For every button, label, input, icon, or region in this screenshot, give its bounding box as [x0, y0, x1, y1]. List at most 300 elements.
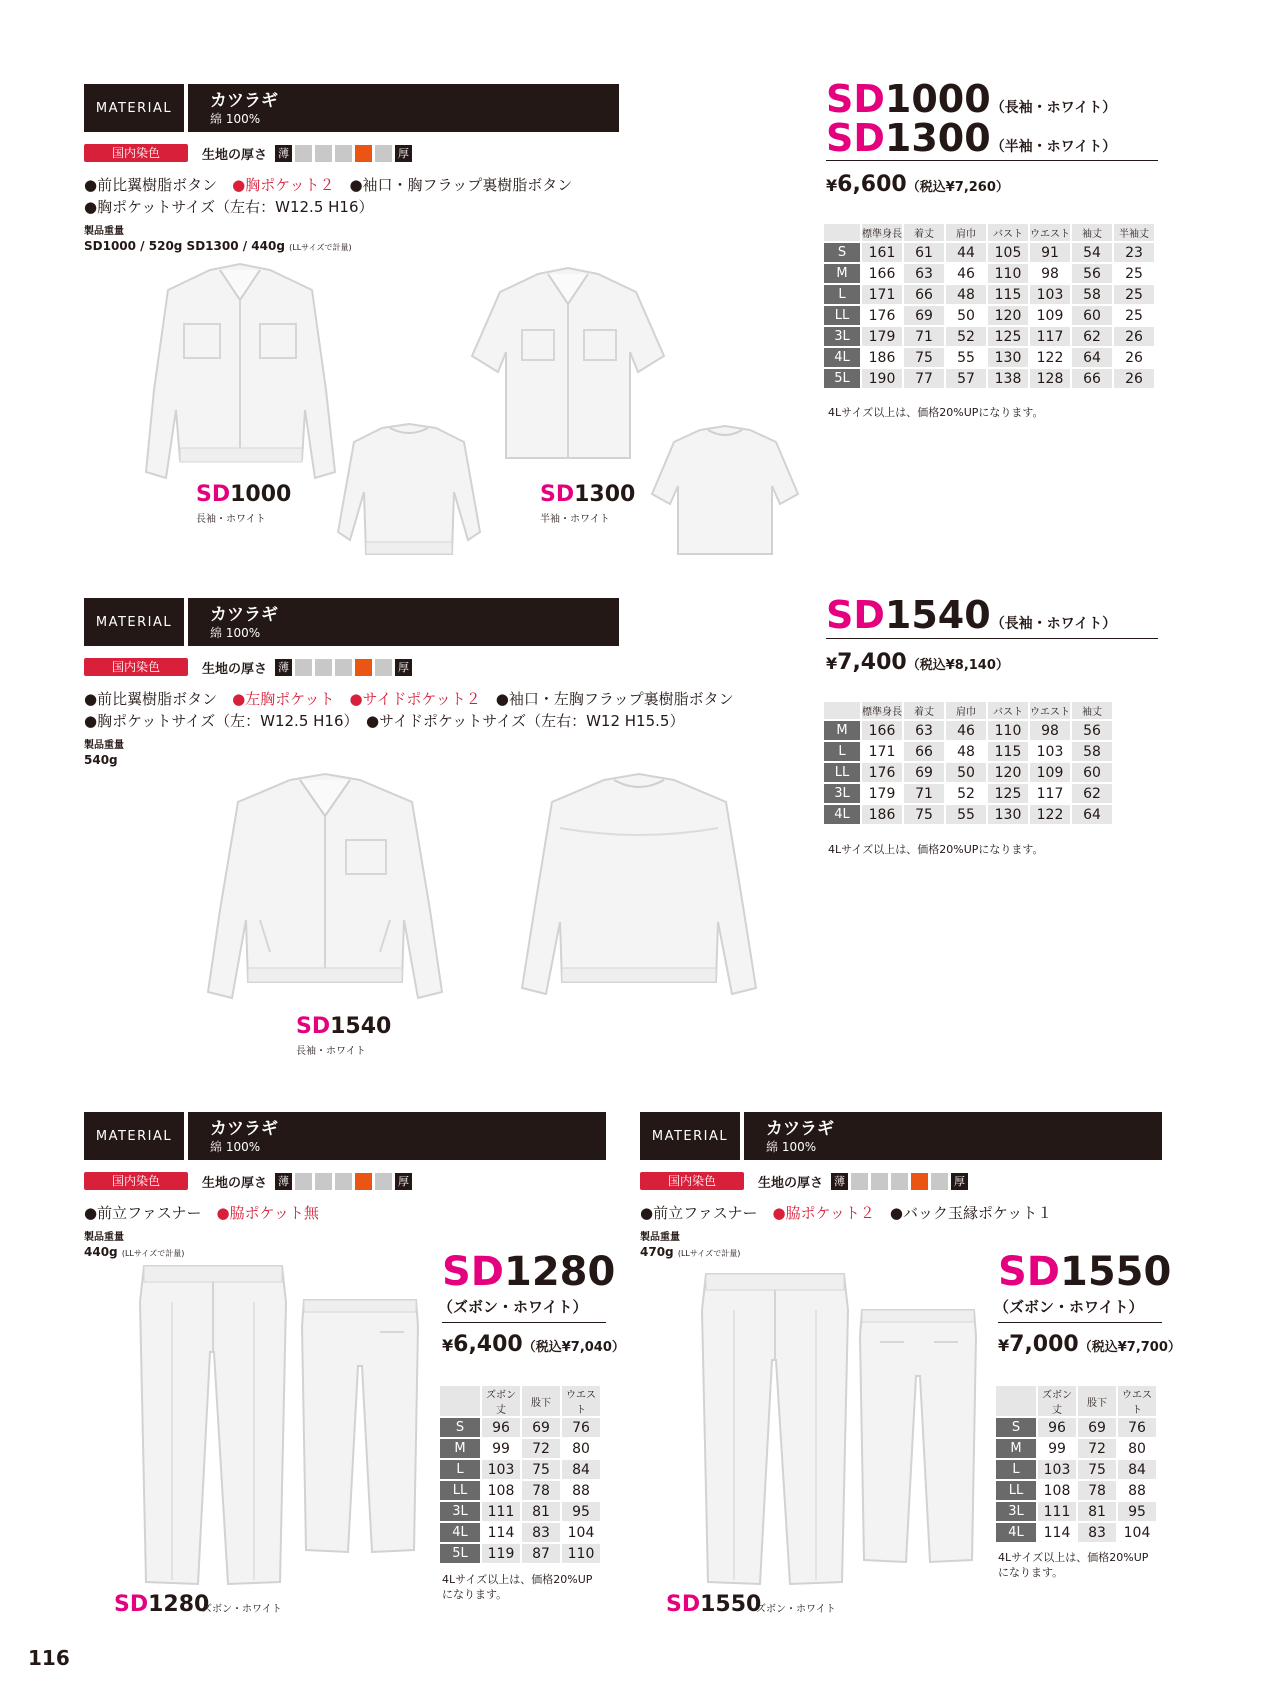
size-label: 3L — [824, 327, 860, 346]
material-label: MATERIAL — [640, 1112, 744, 1160]
table-cell: 61 — [904, 243, 944, 262]
thickness-label: 生地の厚さ — [202, 661, 268, 677]
column-header: 袖丈 — [1072, 224, 1112, 241]
sd1540-back-photo — [514, 772, 764, 1004]
thickness-step — [335, 145, 352, 162]
table-cell: 122 — [1030, 805, 1070, 824]
table-cell: 108 — [1038, 1481, 1076, 1500]
table-cell: 44 — [946, 243, 986, 262]
features-line-2: ●胸ポケットサイズ（左右：W12.5 H16） — [84, 198, 374, 216]
table-cell: 122 — [1030, 348, 1070, 367]
thin-mark: 薄 — [831, 1173, 848, 1190]
table-cell: 75 — [1078, 1460, 1116, 1479]
table-cell: 110 — [562, 1544, 600, 1563]
table-cell: 130 — [988, 348, 1028, 367]
price: ¥7,400（税込¥8,140） — [826, 650, 1009, 675]
table-cell: 109 — [1030, 763, 1070, 782]
table-row — [440, 1523, 600, 1542]
table-row — [824, 264, 1154, 283]
sd1540-caption: SD1540 — [296, 1014, 392, 1039]
weight-label: 製品重量 — [84, 740, 124, 751]
column-header: ズボン丈 — [1038, 1386, 1076, 1416]
price-note: 4Lサイズ以上は、価格20%UP になります。 — [998, 1551, 1149, 1579]
size-label: S — [824, 243, 860, 262]
table-row — [440, 1502, 600, 1521]
size-label: L — [824, 285, 860, 304]
table-cell: 91 — [1030, 243, 1070, 262]
material-bar — [84, 1112, 606, 1160]
divider — [826, 638, 1158, 639]
table-cell: 95 — [1118, 1502, 1156, 1521]
model-title-sd1280: SD1280 — [442, 1249, 616, 1295]
size-table — [822, 222, 1156, 390]
table-cell: 64 — [1072, 805, 1112, 824]
sd1550-caption-sub: ズボン・ホワイト — [756, 1604, 836, 1615]
price: ¥6,400（税込¥7,040） — [442, 1332, 625, 1357]
thickness-step — [315, 659, 332, 676]
features-line-1: ●前比翼樹脂ボタン ●左胸ポケット ●サイドポケット２ ●袖口・左胸フラップ裏樹脂ボタン — [84, 690, 734, 708]
features-line: ●前立ファスナー ●脇ポケット２ ●バック玉縁ポケット１ — [640, 1204, 1053, 1222]
table-row — [996, 1502, 1156, 1521]
table-cell: 56 — [1072, 264, 1112, 283]
size-label: M — [440, 1439, 480, 1458]
thin-mark: 薄 — [275, 145, 292, 162]
dye-badge: 国内染色 — [84, 144, 188, 162]
sd1280-caption: SD1280 — [114, 1592, 210, 1617]
table-row — [824, 243, 1154, 262]
table-row — [440, 1418, 600, 1437]
sd1300-caption: SD1300 — [540, 482, 636, 507]
table-cell: 57 — [946, 369, 986, 388]
weight-value: 540g — [84, 753, 118, 767]
thin-mark: 薄 — [275, 659, 292, 676]
table-cell: 83 — [1078, 1523, 1116, 1542]
table-cell: 75 — [904, 805, 944, 824]
table-cell: 80 — [562, 1439, 600, 1458]
table-cell: 117 — [1030, 327, 1070, 346]
divider — [442, 1322, 606, 1323]
table-cell: 25 — [1114, 264, 1154, 283]
table-row — [824, 763, 1112, 782]
thickness-step — [931, 1173, 948, 1190]
header-blank — [440, 1386, 480, 1416]
sd1280-front-photo — [138, 1262, 288, 1592]
table-row — [824, 327, 1154, 346]
thickness-step — [295, 659, 312, 676]
header-blank — [996, 1386, 1036, 1416]
column-header: 標準身長 — [862, 224, 902, 241]
table-cell: 176 — [862, 763, 902, 782]
table-row — [824, 348, 1154, 367]
fabric-name: カツラギ — [766, 1119, 834, 1139]
sd1550-back-photo — [858, 1306, 978, 1566]
thickness-label: 生地の厚さ — [202, 1175, 268, 1191]
size-table — [994, 1384, 1158, 1544]
table-cell: 166 — [862, 264, 902, 283]
table-cell: 46 — [946, 721, 986, 740]
column-header: ウエスト — [1030, 702, 1070, 719]
page-number: 116 — [28, 1646, 70, 1670]
material-bar — [84, 84, 619, 132]
table-row — [824, 742, 1112, 761]
table-cell: 103 — [482, 1460, 520, 1479]
table-cell: 26 — [1114, 348, 1154, 367]
table-row — [996, 1439, 1156, 1458]
sd1550-caption: SD1550 — [666, 1592, 762, 1617]
size-table — [822, 700, 1114, 826]
table-cell: 104 — [562, 1523, 600, 1542]
size-label: L — [824, 742, 860, 761]
size-label: 4L — [440, 1523, 480, 1542]
table-cell: 190 — [862, 369, 902, 388]
thickness-step — [315, 1173, 332, 1190]
table-cell: 120 — [988, 763, 1028, 782]
table-cell: 23 — [1114, 243, 1154, 262]
thickness-step — [335, 1173, 352, 1190]
dye-badge: 国内染色 — [84, 1172, 188, 1190]
size-label: LL — [824, 763, 860, 782]
material-bar — [84, 598, 619, 646]
column-header: 股下 — [1078, 1386, 1116, 1416]
table-row — [996, 1418, 1156, 1437]
table-cell: 96 — [1038, 1418, 1076, 1437]
weight-label: 製品重量 — [640, 1232, 680, 1243]
thick-mark: 厚 — [951, 1173, 968, 1190]
table-cell: 63 — [904, 721, 944, 740]
features-line-1: ●前比翼樹脂ボタン ●胸ポケット２ ●袖口・胸フラップ裏樹脂ボタン — [84, 176, 573, 194]
thickness-row — [640, 1172, 968, 1190]
table-cell: 115 — [988, 742, 1028, 761]
model-subtitle: （ズボン・ホワイト） — [438, 1298, 588, 1316]
table-cell: 110 — [988, 264, 1028, 283]
features-line: ●前立ファスナー ●脇ポケット無 — [84, 1204, 319, 1222]
size-label: 4L — [824, 805, 860, 824]
thick-mark: 厚 — [395, 145, 412, 162]
table-cell: 111 — [1038, 1502, 1076, 1521]
size-label: L — [440, 1460, 480, 1479]
table-cell: 25 — [1114, 306, 1154, 325]
table-cell: 50 — [946, 306, 986, 325]
thickness-row — [84, 144, 412, 162]
table-cell: 115 — [988, 285, 1028, 304]
thickness-step — [295, 145, 312, 162]
table-row — [440, 1439, 600, 1458]
table-cell: 105 — [988, 243, 1028, 262]
table-cell: 95 — [562, 1502, 600, 1521]
table-cell: 66 — [904, 285, 944, 304]
thickness-step — [315, 145, 332, 162]
table-cell: 69 — [904, 306, 944, 325]
features-line-2: ●胸ポケットサイズ（左：W12.5 H16） ●サイドポケットサイズ（左右：W12 H15.5） — [84, 712, 685, 730]
table-cell: 99 — [482, 1439, 520, 1458]
table-cell: 72 — [522, 1439, 560, 1458]
dye-badge: 国内染色 — [84, 658, 188, 676]
table-cell: 171 — [862, 742, 902, 761]
thickness-step-active — [355, 659, 372, 676]
table-cell: 56 — [1072, 721, 1112, 740]
dye-badge: 国内染色 — [640, 1172, 744, 1190]
thickness-step — [871, 1173, 888, 1190]
size-label: M — [824, 264, 860, 283]
table-cell: 52 — [946, 784, 986, 803]
weight-value: SD1000 / 520g SD1300 / 440g (LLサイズで計量) — [84, 239, 352, 253]
sd1000-back-photo — [334, 422, 484, 562]
sd1550-front-photo — [700, 1270, 850, 1590]
thickness-row — [84, 1172, 412, 1190]
table-cell: 103 — [1038, 1460, 1076, 1479]
column-header: ウエスト — [1030, 224, 1070, 241]
thickness-step-active — [355, 1173, 372, 1190]
table-cell: 69 — [904, 763, 944, 782]
weight-value: 440g (LLサイズで計量) — [84, 1245, 185, 1259]
fabric-name: カツラギ — [210, 91, 278, 111]
size-label: 4L — [996, 1523, 1036, 1542]
table-cell: 84 — [1118, 1460, 1156, 1479]
table-cell: 98 — [1030, 264, 1070, 283]
model-title-sd1000: SD1000（長袖・ホワイト） — [826, 77, 1117, 121]
sd1540-front-photo — [200, 770, 450, 1010]
table-cell: 83 — [522, 1523, 560, 1542]
table-cell: 186 — [862, 805, 902, 824]
table-cell: 77 — [904, 369, 944, 388]
table-cell: 48 — [946, 285, 986, 304]
sd1000-front-photo — [140, 260, 340, 490]
header-blank — [824, 702, 860, 719]
column-header: 肩巾 — [946, 224, 986, 241]
table-cell: 110 — [988, 721, 1028, 740]
table-cell: 96 — [482, 1418, 520, 1437]
table-cell: 76 — [1118, 1418, 1156, 1437]
size-label: 3L — [440, 1502, 480, 1521]
table-cell: 103 — [1030, 285, 1070, 304]
fabric-content: 綿 100% — [766, 1140, 817, 1155]
table-cell: 66 — [904, 742, 944, 761]
table-row — [996, 1481, 1156, 1500]
material-label: MATERIAL — [84, 1112, 188, 1160]
table-row — [824, 285, 1154, 304]
size-label: 3L — [996, 1502, 1036, 1521]
model-title-sd1550: SD1550 — [998, 1249, 1172, 1295]
table-cell: 71 — [904, 327, 944, 346]
table-cell: 114 — [1038, 1523, 1076, 1542]
size-label: 3L — [824, 784, 860, 803]
thickness-step — [295, 1173, 312, 1190]
size-table — [438, 1384, 602, 1565]
table-cell: 117 — [1030, 784, 1070, 803]
table-cell: 125 — [988, 784, 1028, 803]
column-header: 袖丈 — [1072, 702, 1112, 719]
table-cell: 62 — [1072, 327, 1112, 346]
table-cell: 60 — [1072, 306, 1112, 325]
table-cell: 78 — [1078, 1481, 1116, 1500]
material-label: MATERIAL — [84, 598, 188, 646]
weight-label: 製品重量 — [84, 1232, 124, 1243]
table-cell: 46 — [946, 264, 986, 283]
size-label: 5L — [440, 1544, 480, 1563]
table-cell: 58 — [1072, 285, 1112, 304]
table-cell: 120 — [988, 306, 1028, 325]
table-cell: 50 — [946, 763, 986, 782]
table-cell: 179 — [862, 327, 902, 346]
table-cell: 109 — [1030, 306, 1070, 325]
table-cell: 81 — [1078, 1502, 1116, 1521]
table-row — [824, 369, 1154, 388]
model-title-sd1540: SD1540（長袖・ホワイト） — [826, 593, 1117, 637]
thickness-step — [335, 659, 352, 676]
column-header: 肩巾 — [946, 702, 986, 719]
thickness-step — [375, 1173, 392, 1190]
column-header: 股下 — [522, 1386, 560, 1416]
table-cell: 130 — [988, 805, 1028, 824]
divider — [826, 160, 1158, 161]
size-label: S — [996, 1418, 1036, 1437]
table-row — [824, 721, 1112, 740]
thickness-label: 生地の厚さ — [202, 147, 268, 163]
table-row — [824, 784, 1112, 803]
thickness-step-active — [911, 1173, 928, 1190]
size-label: LL — [824, 306, 860, 325]
table-cell: 104 — [1118, 1523, 1156, 1542]
table-cell: 171 — [862, 285, 902, 304]
table-cell: 72 — [1078, 1439, 1116, 1458]
size-label: LL — [996, 1481, 1036, 1500]
price-note: 4Lサイズ以上は、価格20%UP になります。 — [442, 1573, 593, 1601]
thickness-step — [375, 659, 392, 676]
table-row — [440, 1544, 600, 1563]
table-cell: 108 — [482, 1481, 520, 1500]
column-header: 標準身長 — [862, 702, 902, 719]
fabric-content: 綿 100% — [210, 112, 261, 127]
table-cell: 69 — [522, 1418, 560, 1437]
table-cell: 186 — [862, 348, 902, 367]
size-label: 5L — [824, 369, 860, 388]
thick-mark: 厚 — [395, 1173, 412, 1190]
column-header: ウエスト — [1118, 1386, 1156, 1416]
table-cell: 55 — [946, 805, 986, 824]
sd1280-back-photo — [300, 1296, 420, 1556]
table-cell: 179 — [862, 784, 902, 803]
table-row — [440, 1460, 600, 1479]
fabric-content: 綿 100% — [210, 1140, 261, 1155]
table-cell: 69 — [1078, 1418, 1116, 1437]
sd1000-caption: SD1000 — [196, 482, 292, 507]
fabric-name: カツラギ — [210, 1119, 278, 1139]
thickness-step — [891, 1173, 908, 1190]
divider — [998, 1322, 1162, 1323]
size-label: 4L — [824, 348, 860, 367]
table-cell: 62 — [1072, 784, 1112, 803]
thickness-step — [375, 145, 392, 162]
table-cell: 64 — [1072, 348, 1112, 367]
material-label: MATERIAL — [84, 84, 188, 132]
thickness-step — [851, 1173, 868, 1190]
table-row — [996, 1523, 1156, 1542]
table-cell: 78 — [522, 1481, 560, 1500]
table-cell: 138 — [988, 369, 1028, 388]
table-cell: 161 — [862, 243, 902, 262]
table-cell: 88 — [562, 1481, 600, 1500]
table-cell: 98 — [1030, 721, 1070, 740]
price-note: 4Lサイズ以上は、価格20%UPになります。 — [828, 843, 1044, 856]
sd1300-caption-sub: 半袖・ホワイト — [540, 514, 610, 525]
sd1280-caption-sub: ズボン・ホワイト — [202, 1604, 282, 1615]
table-cell: 128 — [1030, 369, 1070, 388]
table-cell: 26 — [1114, 369, 1154, 388]
column-header: 着丈 — [904, 224, 944, 241]
table-cell: 58 — [1072, 742, 1112, 761]
model-subtitle: （ズボン・ホワイト） — [994, 1298, 1144, 1316]
table-cell: 75 — [522, 1460, 560, 1479]
table-cell: 63 — [904, 264, 944, 283]
thin-mark: 薄 — [275, 1173, 292, 1190]
table-row — [824, 306, 1154, 325]
weight-value: 470g (LLサイズで計量) — [640, 1245, 741, 1259]
table-row — [440, 1481, 600, 1500]
table-cell: 99 — [1038, 1439, 1076, 1458]
sd1300-front-photo — [468, 266, 668, 462]
table-cell: 87 — [522, 1544, 560, 1563]
table-cell: 81 — [522, 1502, 560, 1521]
thick-mark: 厚 — [395, 659, 412, 676]
weight-label: 製品重量 — [84, 226, 124, 237]
table-row — [824, 805, 1112, 824]
price: ¥7,000（税込¥7,700） — [998, 1332, 1181, 1357]
table-cell: 76 — [562, 1418, 600, 1437]
table-cell: 88 — [1118, 1481, 1156, 1500]
table-row — [996, 1460, 1156, 1479]
column-header: 半袖丈 — [1114, 224, 1154, 241]
table-cell: 80 — [1118, 1439, 1156, 1458]
thickness-step-active — [355, 145, 372, 162]
table-cell: 84 — [562, 1460, 600, 1479]
column-header: 着丈 — [904, 702, 944, 719]
column-header: ズボン丈 — [482, 1386, 520, 1416]
sd1300-back-photo — [650, 424, 800, 558]
table-cell: 25 — [1114, 285, 1154, 304]
fabric-content: 綿 100% — [210, 626, 261, 641]
table-cell: 54 — [1072, 243, 1112, 262]
size-label: M — [996, 1439, 1036, 1458]
price-note: 4Lサイズ以上は、価格20%UPになります。 — [828, 406, 1044, 419]
thickness-row — [84, 658, 412, 676]
table-cell: 26 — [1114, 327, 1154, 346]
size-label: S — [440, 1418, 480, 1437]
material-bar — [640, 1112, 1162, 1160]
table-cell: 125 — [988, 327, 1028, 346]
price: ¥6,600（税込¥7,260） — [826, 172, 1009, 197]
table-cell: 66 — [1072, 369, 1112, 388]
table-cell: 103 — [1030, 742, 1070, 761]
table-cell: 60 — [1072, 763, 1112, 782]
column-header: バスト — [988, 702, 1028, 719]
table-cell: 119 — [482, 1544, 520, 1563]
sd1540-caption-sub: 長袖・ホワイト — [296, 1046, 366, 1057]
fabric-name: カツラギ — [210, 605, 278, 625]
header-blank — [824, 224, 860, 241]
model-title-sd1300: SD1300（半袖・ホワイト） — [826, 116, 1117, 160]
table-cell: 176 — [862, 306, 902, 325]
table-cell: 48 — [946, 742, 986, 761]
table-cell: 166 — [862, 721, 902, 740]
size-label: M — [824, 721, 860, 740]
table-cell: 114 — [482, 1523, 520, 1542]
table-cell: 71 — [904, 784, 944, 803]
table-cell: 52 — [946, 327, 986, 346]
table-cell: 75 — [904, 348, 944, 367]
column-header: バスト — [988, 224, 1028, 241]
sd1000-caption-sub: 長袖・ホワイト — [196, 514, 266, 525]
size-label: L — [996, 1460, 1036, 1479]
